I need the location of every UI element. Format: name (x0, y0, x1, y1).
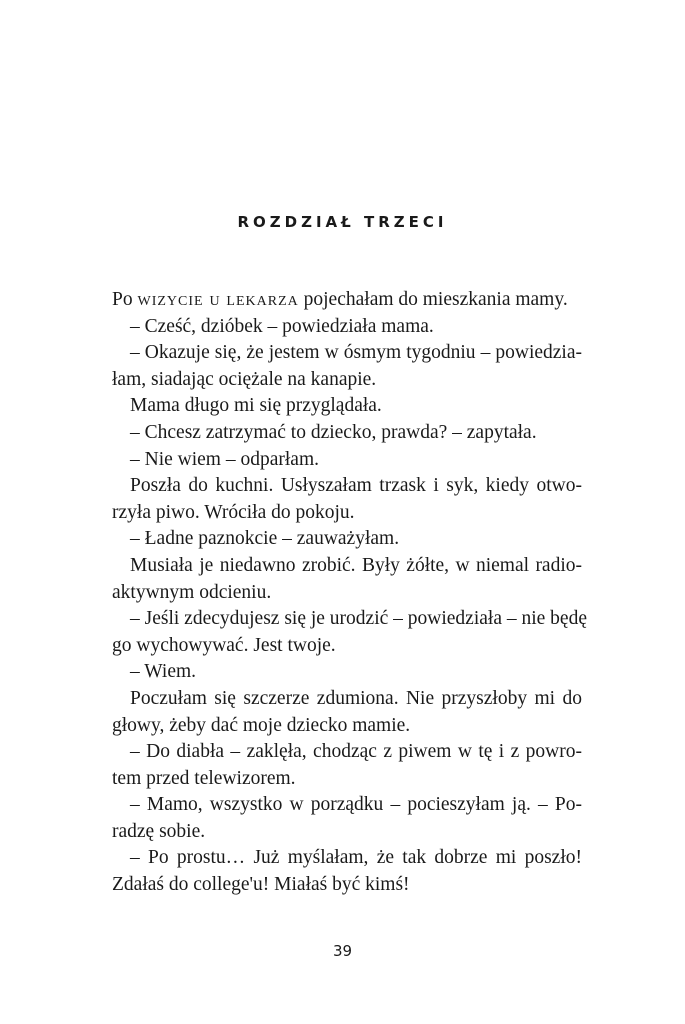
text-line-10: – Ładne paznokcie – zauważyłam. (130, 528, 400, 550)
lead-rest: pojechałam do mieszkania mamy. (303, 289, 568, 310)
text-line-11: Musiała je niedawno zrobić. Były żółte, w niemal radio- (130, 554, 582, 576)
lead-word: Po (112, 289, 133, 310)
text-line-2: – Cześć, dzióbek – powiedziała mama. (130, 315, 434, 337)
text-line-22: – Po prostu… Już myślałam, że tak dobrze mi poszło! (130, 847, 582, 869)
text-line-1 (112, 287, 582, 314)
body-text (112, 287, 587, 899)
text-line-5: Mama długo mi się przyglądała. (130, 395, 382, 417)
text-line-3: – Okazuje się, że jestem w ósmym tygodniu – powiedzia- (130, 342, 582, 364)
text-line-17: głowy, żeby dać moje dziecko mamie. (112, 714, 411, 736)
page-number: 39 (332, 942, 353, 960)
text-line-13: – Jeśli zdecydujesz się je urodzić – powiedziała – nie będę (130, 608, 587, 630)
text-line-7: – Nie wiem – odparłam. (130, 448, 319, 470)
text-line-4: łam, siadając ociężale na kanapie. (112, 368, 377, 390)
text-line-16: Poczułam się szczerze zdumiona. Nie przyszłoby mi do (130, 687, 582, 709)
text-line-21: radzę sobie. (112, 820, 206, 842)
text-line-12: aktywnym odcieniu. (112, 581, 272, 603)
text-line-23: Zdałaś do college'u! Miałaś być kimś! (112, 874, 410, 896)
text-line-14: go wychowywać. Jest twoje. (112, 634, 336, 656)
text-line-6: – Chcesz zatrzymać to dziecko, prawda? – zapytała. (130, 421, 537, 443)
text-line-8: Poszła do kuchni. Usłyszałam trzask i syk, kiedy otwo- (130, 475, 582, 497)
text-line-18: – Do diabła – zaklęła, chodząc z piwem w tę i z powro- (130, 741, 582, 763)
text-line-9: rzyła piwo. Wróciła do pokoju. (112, 501, 355, 523)
text-line-20: – Mamo, wszystko w porządku – pocieszyłam ją. – Po- (130, 794, 582, 816)
text-line-19: tem przed telewizorem. (112, 767, 296, 789)
text-line-15: – Wiem. (130, 661, 197, 683)
chapter-title: ROZDZIAŁ TRZECI (237, 213, 448, 231)
lead-smallcaps: wizycie u lekarza (137, 289, 299, 310)
